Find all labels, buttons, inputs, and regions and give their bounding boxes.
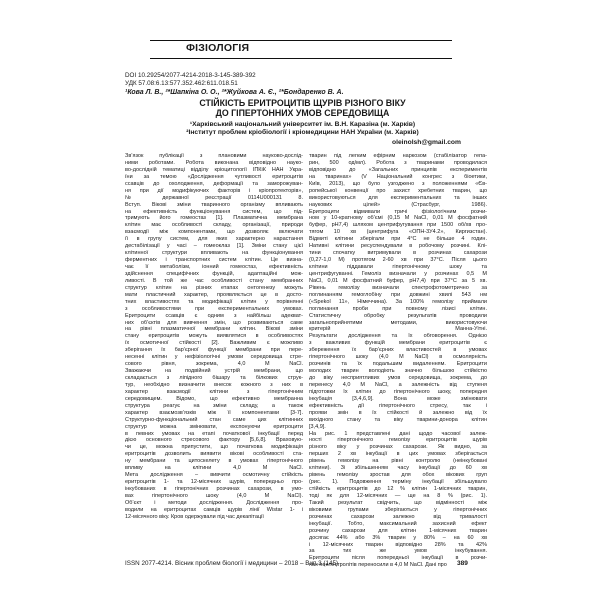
article-title-line-1: СТІЙКІСТЬ ЕРИТРОЦИТІВ ЩУРІВ РІЗНОГО ВІКУ — [199, 98, 406, 108]
doi-line[interactable]: DOI 10.29254/2077-4214-2018-3-145-389-392 — [125, 72, 256, 79]
contact-email[interactable]: oleinolsh@gmail.com — [392, 139, 461, 146]
author-list: ¹Кова Л. В., ²*Шапкіна О. О., ²*Жуйкова А. Є., ²*Бондаренко В. А. — [125, 89, 344, 96]
text-line: дією основного стресового фактору [5,6,8]. Враховую- — [125, 437, 303, 444]
text-line: Відмиті клітини зберігали при 4°С не більше 4 годин. — [309, 236, 487, 243]
text-line: перших 2 хв інкубації в цих умовах зберігається — [309, 451, 487, 458]
text-line: Мета дослідження – вивчити осмотичну стійкість — [125, 472, 303, 479]
text-line: зберігання їх бар’єрної функції мембрани при пере- — [125, 347, 303, 354]
text-line: во-дослідній тематиці відділу кріоцитології ІПКіК НАН Укра- — [125, 166, 303, 173]
text-line: поглинання проби при повному лізисі клітин. — [309, 305, 487, 312]
text-line: розчинів та їх подальшим видаленням. Еритроцити — [309, 361, 487, 368]
text-line: сового рівня, зокрема, 4,0 М NaCl. — [125, 361, 303, 368]
text-line: характер взаємозв’язків між її компонентами [3-7]. — [125, 409, 303, 416]
text-line: ня при дії модифікуючих факторів і кріопротекторів», — [125, 187, 303, 194]
text-line: рівень гемолізу зростав для обох вікових груп — [309, 472, 487, 479]
text-line: ності гіпертонічного гемолізу еритроцитів щурів — [309, 437, 487, 444]
text-line: складається з ліпідного бішару та білкових струк- — [125, 375, 303, 381]
text-line: вихідного стану та віку тварини-донора клітин — [309, 416, 487, 423]
text-line: мати пластичний характер, проявляється це в досто- — [125, 291, 303, 298]
text-line: клітинної структури впливають на функціонування — [125, 250, 303, 257]
text-line: взаємодії між компонентами, що дозволяє включати — [125, 229, 303, 236]
text-line: критерій Манна-Уітні. — [309, 326, 487, 333]
text-line: Нативні клітини ресуспендували в робочому розчині. Клі- — [309, 243, 487, 250]
text-line: тур, необхідно визначити внесок кожного з них в — [125, 381, 303, 388]
text-line: еритроцитів дозволить виявити вікові особливості ста- — [125, 451, 303, 458]
text-line: чає її метаболізм, іонний гомеостаз, ефективність — [125, 264, 303, 270]
text-line: структур можна змінювати, експонуючи еритроцити — [125, 423, 303, 430]
text-line: і 12-місячних тварин відповідно 28% та 42% — [309, 541, 487, 548]
text-line: нах неелектролітів переносили в 4,0 М NaCl. Дані про — [309, 562, 447, 569]
text-line: вах гіпертонічного шоку (4,0 М NaCl). — [125, 492, 303, 499]
text-line: Еритроцити відмивали тричі фізіологічним розчи- — [309, 208, 487, 215]
text-line: клітини). Зі збільшенням часу інкубації до 60 хв — [309, 465, 487, 472]
text-line: ферментних і транспортних систем клітин. Це визна- — [125, 257, 303, 264]
text-line: буфер, рН7,4) шляхом центрифугування при 1500 об/хв про- — [309, 222, 487, 229]
text-line: інкубованих в гіпертонічних розчинах сахарози, в умо- — [125, 486, 303, 492]
text-line: № державної реєстрації 0114U000131 8. — [125, 194, 303, 201]
text-line: здійснення специфічних функцій, адаптаційні мож- — [125, 270, 303, 277]
text-line: ефективність дії гіпертонічного стресу, так і — [309, 402, 487, 409]
text-line: NaCl, 0,01 М фосфатний буфер, рН7,4) при 37°С за 5 хв. — [309, 277, 487, 284]
affiliation-2: ²Інститут проблем кріобіології і кріомедицини НАН України (м. Харків) — [186, 129, 419, 136]
text-line: Об’єкт і методи дослідження. Дослідження про- — [125, 499, 303, 506]
text-line: їх осмотичної стійкості [2]. Важливим є можливо — [125, 340, 303, 347]
text-line: розчинах сахарози залежно від тривалості — [309, 513, 487, 520]
text-line: рівень гемолізу на рівні контролю (неінкубовані — [309, 458, 487, 465]
text-line: різного віку у розчинах сахарози. Як видно, за — [309, 444, 487, 451]
text-line: тини спочатку витримували в розчинах сахарози — [309, 250, 487, 257]
text-line: на тваринах» (V Національний конгрес з біоетики, — [309, 173, 487, 180]
text-line: структур клітин на різних етапах онтогенезу можуть — [125, 284, 303, 291]
text-line: гіпертонічного шоку (4,0 М NaCl) в осмолярність — [309, 354, 487, 361]
text-line: дестабілізації у часі – гомеоклаз [1]. Зміни стану цієї — [125, 243, 303, 250]
text-line: Зважаючи на подвійний устрій мембрани, що — [125, 368, 303, 375]
text-line: структура реагує на зміни складу, а також — [125, 402, 303, 409]
text-line: На рис. 1 представлені дані щодо часової залеж- — [309, 430, 487, 437]
text-line: Рівень гемолізу визначали спектрофотометрично за — [309, 284, 487, 291]
text-line: Результати дослідження та їх обговорення. Однією — [309, 333, 487, 340]
text-line: збереження їх бар’єрних властивостей в умовах — [309, 347, 487, 354]
text-line: інкубації. Тобто, максимальний захисний ефект — [309, 520, 487, 527]
text-line: Зв’язок публікації з плановими науково-дослід- — [125, 153, 303, 159]
text-line: 12-місячного віку. Кров одержували під час декапітації — [125, 513, 264, 520]
text-line: (рис. 1). Подовження терміну інкубації збільшувало — [309, 479, 487, 486]
text-line: підготовки їх клітин до гіпертонічного шоку, попередня — [309, 388, 487, 395]
text-line: тоді як для 12-місячних — ще на 8 % (рис. 1). — [309, 492, 487, 499]
text-line: ропейської конвенції про захист хребетних тварин, що — [309, 187, 487, 194]
text-line: на рівні плазматичної мембрани клітин. Вікові зміни — [125, 326, 303, 333]
text-line: ну мембрани та цитоскелету в умовах гіпертонічного — [125, 458, 303, 465]
text-line: з важливих функцій мембрани еритроцитів є — [309, 340, 487, 347]
text-line: розчину сахарози для клітин 1-місячних тварин — [309, 527, 487, 534]
text-line: досягає 44% або 3% тварин у 80% – на 60 хв — [309, 534, 487, 541]
text-line: ссавців до охолодження, деформації та заморожуван- — [125, 180, 303, 187]
text-line: Такий результат свідчить, що відмінності між — [309, 499, 487, 506]
section-title: ФІЗІОЛОГІЯ — [186, 42, 250, 54]
text-line: молодих тварин володіють значно більшою стійкістю — [309, 368, 487, 375]
text-line: несенні клітин у нефізіологічні умови середовища стре- — [125, 354, 303, 361]
text-line: Структурно-функціональний стан саме цих клітинних — [125, 416, 303, 423]
text-line: з особливостями при експериментальних умовах. — [125, 305, 303, 312]
text-line: ними роботами. Робота виконана відповідно науко- — [125, 159, 303, 166]
text-line: стійкість еритроцитів до 12 % клітин 1-місячних тварин, — [309, 486, 487, 492]
text-line: Еритроцити ссавців є одним з найбільш адекват- — [125, 312, 303, 319]
text-line: наукових цілей» (Страсбург, 1986). — [309, 201, 487, 208]
text-line: відповідно до «Загальних принципів експериментів — [309, 166, 487, 173]
text-line: за тих же умов інкубування. — [309, 548, 487, 555]
text-line: загальноприйнятими методами, використовуючи — [309, 319, 487, 326]
text-line: Еритроцити після попередньої інкубації в розчи- — [309, 555, 487, 562]
text-line: клітин має особливості складу, організації, природи — [125, 222, 303, 229]
text-line: до віку несприятливих умов середовища, зокрема, до — [309, 375, 487, 381]
page-number: 389 — [457, 560, 468, 567]
text-line: клітини піддавали гіпертонічному шоку та — [309, 264, 487, 270]
text-line: рин, 500 од/мл). Робота з тваринами проводилася — [309, 159, 487, 166]
text-line: її в групу систем, для яких характерно нарастання — [125, 236, 303, 243]
text-line: середовищем. Відомо, що ефективно мембранна — [125, 395, 303, 402]
journal-footer: ISSN 2077-4214. Вісник проблем біології і медицини – 2018 – Вип.3 (145) — [125, 560, 339, 567]
text-line: (0,27-1,0 М) протягом 2-60 хв при 37°С. Після цього — [309, 257, 487, 264]
section-header — [150, 40, 452, 59]
text-line: [3,4,9]. — [309, 423, 326, 430]
text-line: Київ, 2013), що було узгоджено з положеннями «Єв- — [309, 180, 487, 187]
text-line: на ефективність функціонування систем, що під- — [125, 208, 303, 215]
text-line: чи це, можна припустити, що початкова модифікація — [125, 444, 303, 451]
article-title-line-2: ДО ГІПЕРТОННИХ УМОВ СЕРЕДОВИЩА — [215, 108, 390, 118]
text-line: тварин під легким ефірним наркозом (стабілізатор гепа- — [309, 153, 487, 159]
text-line: («Spekol 11», Німеччина). За 100% гемолізу приймали — [309, 298, 487, 305]
text-line: їни за темою «Дослідження чутливості еритроцитів — [125, 173, 303, 180]
text-line: Вступ. Вікові зміни тваринного організму впливають — [125, 201, 303, 208]
affiliation-1: ¹Харківський національний університет ім. В.Н. Каразіна (м. Харків) — [189, 121, 416, 128]
text-line: тних властивостях та модифікації клітин у порівнянні — [125, 298, 303, 305]
text-line: ном у 10-кратному об’ємі (0,15 М NaCl, 0,01 М фосфатний — [309, 215, 487, 222]
text-line: перенесу 4,0 М NaCl, а залежність від ступеня — [309, 381, 487, 388]
text-line: стану еритроцитів можуть виявлятися в особливостях — [125, 333, 303, 340]
text-line: еритроцитів 1- та 12-місячних щурів, попередньо про- — [125, 479, 303, 486]
text-line: тягом 10 хв (центрифуга «ОПН-3У4.2», Киргизстан). — [309, 229, 487, 236]
text-line: Статистичну обробку результатів проводили — [309, 312, 487, 319]
body-column-right — [309, 153, 487, 569]
udk-line: УДК 57.08:6.13:577.352.462:611.018.51 — [125, 80, 238, 87]
text-line: водили на еритроцитах самців щурів лінії Wistar 1- і — [125, 506, 303, 513]
text-line: поглинанням гемоглобіну при довжині хвилі 543 нм — [309, 291, 487, 298]
text-line: них об’єктів для вивчення змін, що розвиваються саме — [125, 319, 303, 326]
body-column-left — [125, 153, 303, 521]
text-line: характер взаємодії клітини з гіпертонічним — [125, 388, 303, 395]
text-line: прояви змін в їх стійкості й залежно від їх — [309, 409, 487, 416]
text-line: використовуються для експериментальних та інших — [309, 194, 487, 201]
text-line: впливу на клітини 4,0 М NaCl. — [125, 465, 303, 472]
text-line: в певних умовах на етапі початкової інкубації перед — [125, 430, 303, 437]
text-line: інкубація [3,4,6,9]. Вона може змінювати — [309, 395, 487, 402]
text-line: віковими групами зберігаються у гіпертонічних — [309, 506, 487, 513]
text-line: тримують його гомеостаз [1]. Плазматична мембрана — [125, 215, 303, 222]
text-line: ливості. В той же час особливості стану мембранних — [125, 277, 303, 284]
text-line: центрифугуванні. Гемоліз визначали у розчинах 0,5 М — [309, 270, 487, 277]
